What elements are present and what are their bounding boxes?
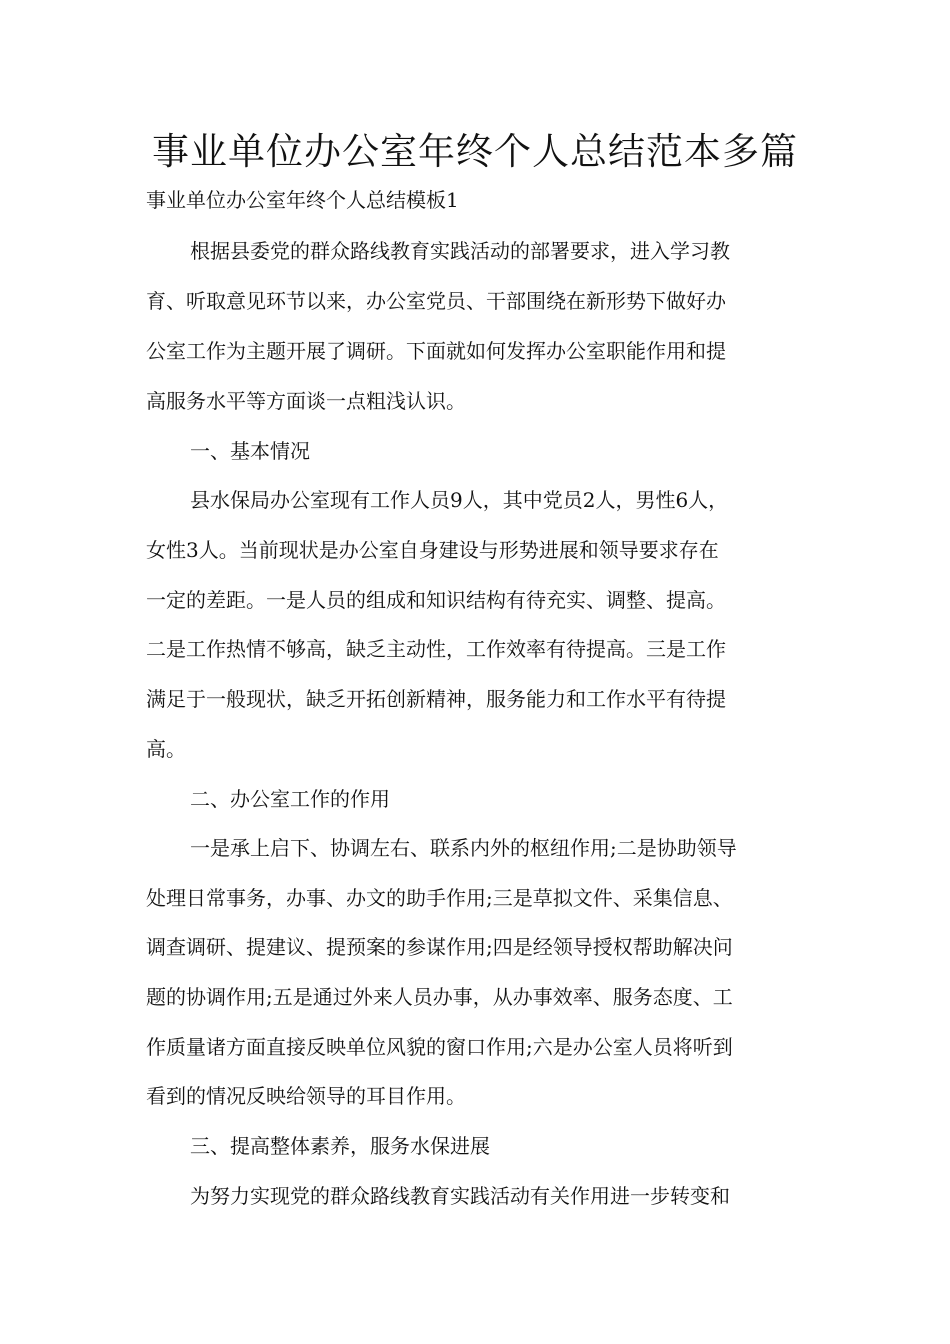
paragraph-line: 二是工作热情不够高，缺乏主动性，工作效率有待提高。三是工作 — [146, 637, 726, 661]
paragraph-line: 一定的差距。一是人员的组成和知识结构有待充实、调整、提高。 — [146, 588, 726, 612]
paragraph-line: 看到的情况反映给领导的耳目作用。 — [146, 1084, 466, 1108]
paragraph-line: 高。 — [146, 737, 186, 761]
paragraph-line: 调查调研、提建议、提预案的参谋作用;四是经领导授权帮助解决问 — [146, 935, 733, 959]
paragraph-line: 育、听取意见环节以来，办公室党员、干部围绕在新形势下做好办 — [146, 289, 726, 313]
paragraph-line: 为努力实现党的群众路线教育实践活动有关作用进一步转变和 — [190, 1184, 730, 1208]
section-heading: 三、提高整体素养，服务水保进展 — [190, 1134, 490, 1158]
section-heading: 二、办公室工作的作用 — [190, 787, 390, 811]
paragraph-line: 女性3人。当前现状是办公室自身建设与形势进展和领导要求存在 — [146, 538, 719, 562]
paragraph-line: 题的协调作用;五是通过外来人员办事，从办事效率、服务态度、工 — [146, 985, 733, 1009]
paragraph-line: 满足于一般现状，缺乏开拓创新精神，服务能力和工作水平有待提 — [146, 687, 726, 711]
paragraph-line: 高服务水平等方面谈一点粗浅认识。 — [146, 389, 466, 413]
paragraph-line: 公室工作为主题开展了调研。下面就如何发挥办公室职能作用和提 — [146, 339, 726, 363]
section-heading: 一、基本情况 — [190, 439, 310, 463]
paragraph-line: 一是承上启下、协调左右、联系内外的枢纽作用;二是协助领导 — [190, 836, 737, 860]
document-title: 事业单位办公室年终个人总结范本多篇 — [152, 130, 798, 173]
paragraph-line: 县水保局办公室现有工作人员9人，其中党员2人，男性6人， — [190, 488, 729, 512]
paragraph-line: 根据县委党的群众路线教育实践活动的部署要求，进入学习教 — [190, 239, 730, 263]
paragraph-line: 作质量诸方面直接反映单位风貌的窗口作用;六是办公室人员将听到 — [146, 1035, 733, 1059]
document-subtitle: 事业单位办公室年终个人总结模板1 — [146, 188, 459, 212]
paragraph-line: 处理日常事务，办事、办文的助手作用;三是草拟文件、采集信息、 — [146, 886, 733, 910]
